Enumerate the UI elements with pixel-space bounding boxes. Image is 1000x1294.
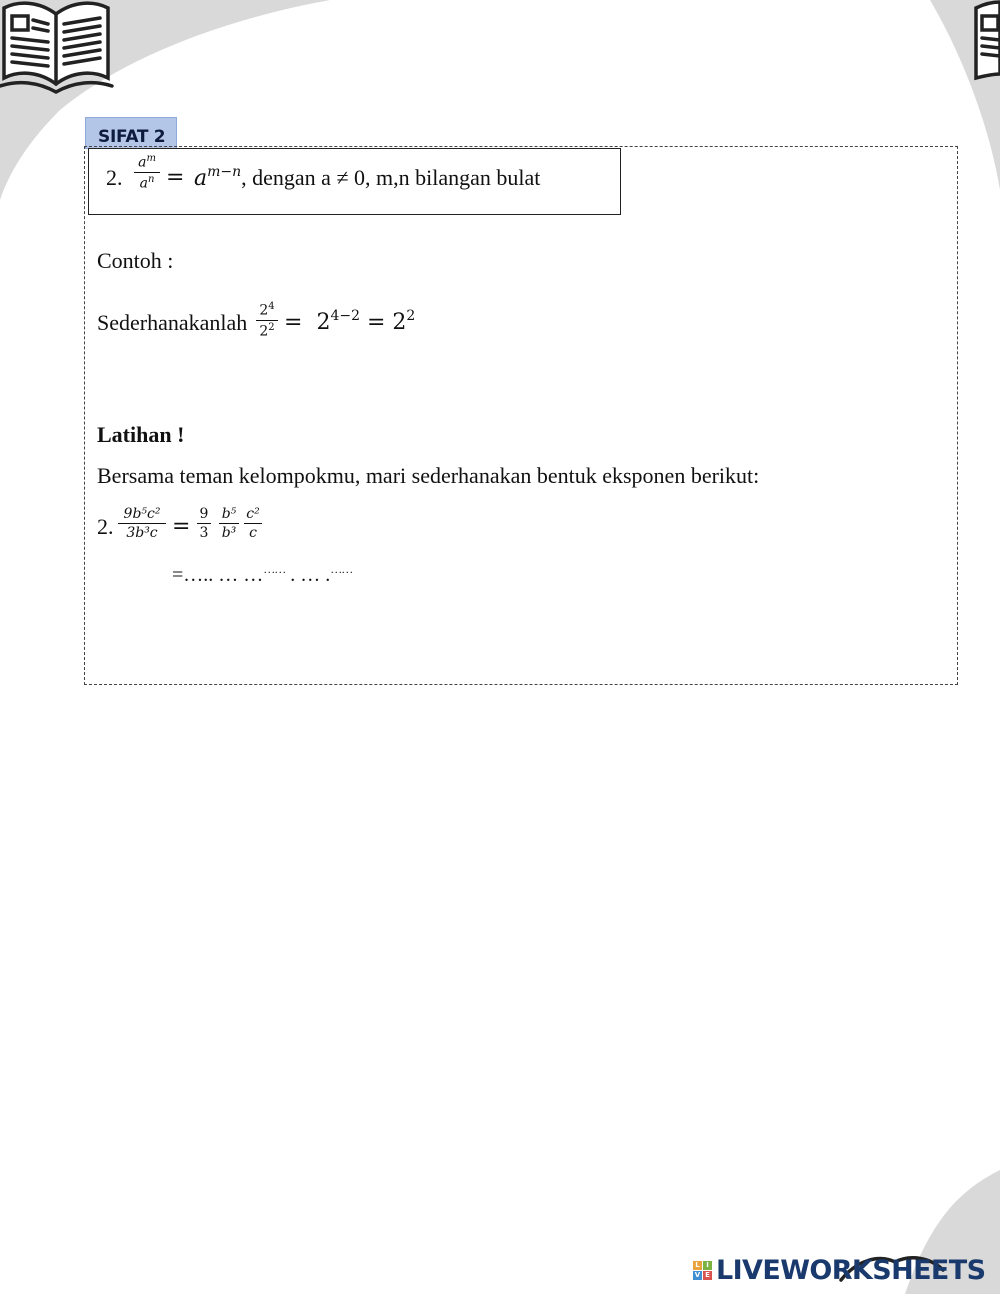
- rule-num: a: [138, 154, 147, 171]
- answer-mid: . … .: [285, 564, 331, 586]
- example-num: 2: [259, 302, 269, 319]
- exercise-den: 3b³c: [126, 525, 158, 541]
- factor-3-den: c: [249, 525, 257, 541]
- exercise-factor-2: [219, 507, 239, 540]
- example-eq1: =: [284, 310, 303, 335]
- example-step: [284, 308, 416, 335]
- exercise-heading: Latihan !: [97, 422, 185, 447]
- example-step-sup: 4−2: [330, 308, 360, 324]
- answer-prefix: =….. … …: [172, 564, 264, 586]
- section-tab-label: SIFAT 2: [98, 127, 166, 147]
- rule-den: a: [139, 175, 148, 192]
- example-den-sup: 2: [268, 321, 275, 333]
- rule-fraction: [134, 154, 160, 190]
- example-step-base: 2: [316, 310, 331, 335]
- exercise-answer-line: [172, 562, 353, 586]
- rule-rhs: [194, 164, 541, 191]
- exercise-factor-1: [197, 507, 211, 540]
- content-frame: [84, 146, 958, 685]
- factor-2-den: b³: [221, 525, 237, 541]
- exercise-instruction: Bersama teman kelompokmu, mari sederhanakan bentuk eksponen berikut:: [97, 463, 760, 488]
- factor-2-num: b⁵: [221, 506, 237, 522]
- exercise-fraction: [118, 507, 166, 540]
- open-book-icon: [0, 0, 115, 95]
- example-eq2: =: [366, 310, 386, 335]
- exercise-num: 9b⁵c²: [123, 506, 161, 522]
- example-den: 2: [259, 323, 269, 340]
- exercise-number: 2.: [97, 514, 114, 539]
- factor-3-num: c²: [246, 506, 260, 522]
- logo-mark-icon: L I V E: [693, 1261, 712, 1280]
- liveworksheets-logo: [693, 1255, 985, 1285]
- example-prefix: Sederhanakanlah: [97, 310, 248, 335]
- open-book-icon-partial: [972, 0, 1000, 95]
- rule-equals: =: [166, 165, 185, 190]
- exercise-factor-3: [244, 507, 262, 540]
- example-heading: Contoh :: [97, 248, 174, 273]
- rule-number: 2.: [106, 165, 123, 190]
- example-num-sup: 4: [268, 301, 275, 312]
- example-result-sup: 2: [406, 308, 416, 324]
- example-result-base: 2: [392, 310, 407, 335]
- factor-1-den: 3: [199, 525, 209, 541]
- logo-text: LIVEWORKSHEETS: [716, 1254, 986, 1286]
- answer-sup-1: ……: [263, 562, 286, 576]
- rule-rhs-sup: m−n: [207, 164, 242, 180]
- rule-num-sup: m: [146, 153, 156, 164]
- exercise-equals: =: [172, 514, 191, 539]
- section-tab: [85, 117, 177, 149]
- example-fraction: [256, 302, 278, 338]
- factor-1-num: 9: [199, 506, 209, 522]
- rule-den-sup: n: [147, 173, 155, 185]
- rule-rhs-base: a: [194, 166, 208, 191]
- answer-sup-2: ……: [330, 562, 353, 576]
- rule-condition: , dengan a ≠ 0, m,n bilangan bulat: [241, 165, 541, 190]
